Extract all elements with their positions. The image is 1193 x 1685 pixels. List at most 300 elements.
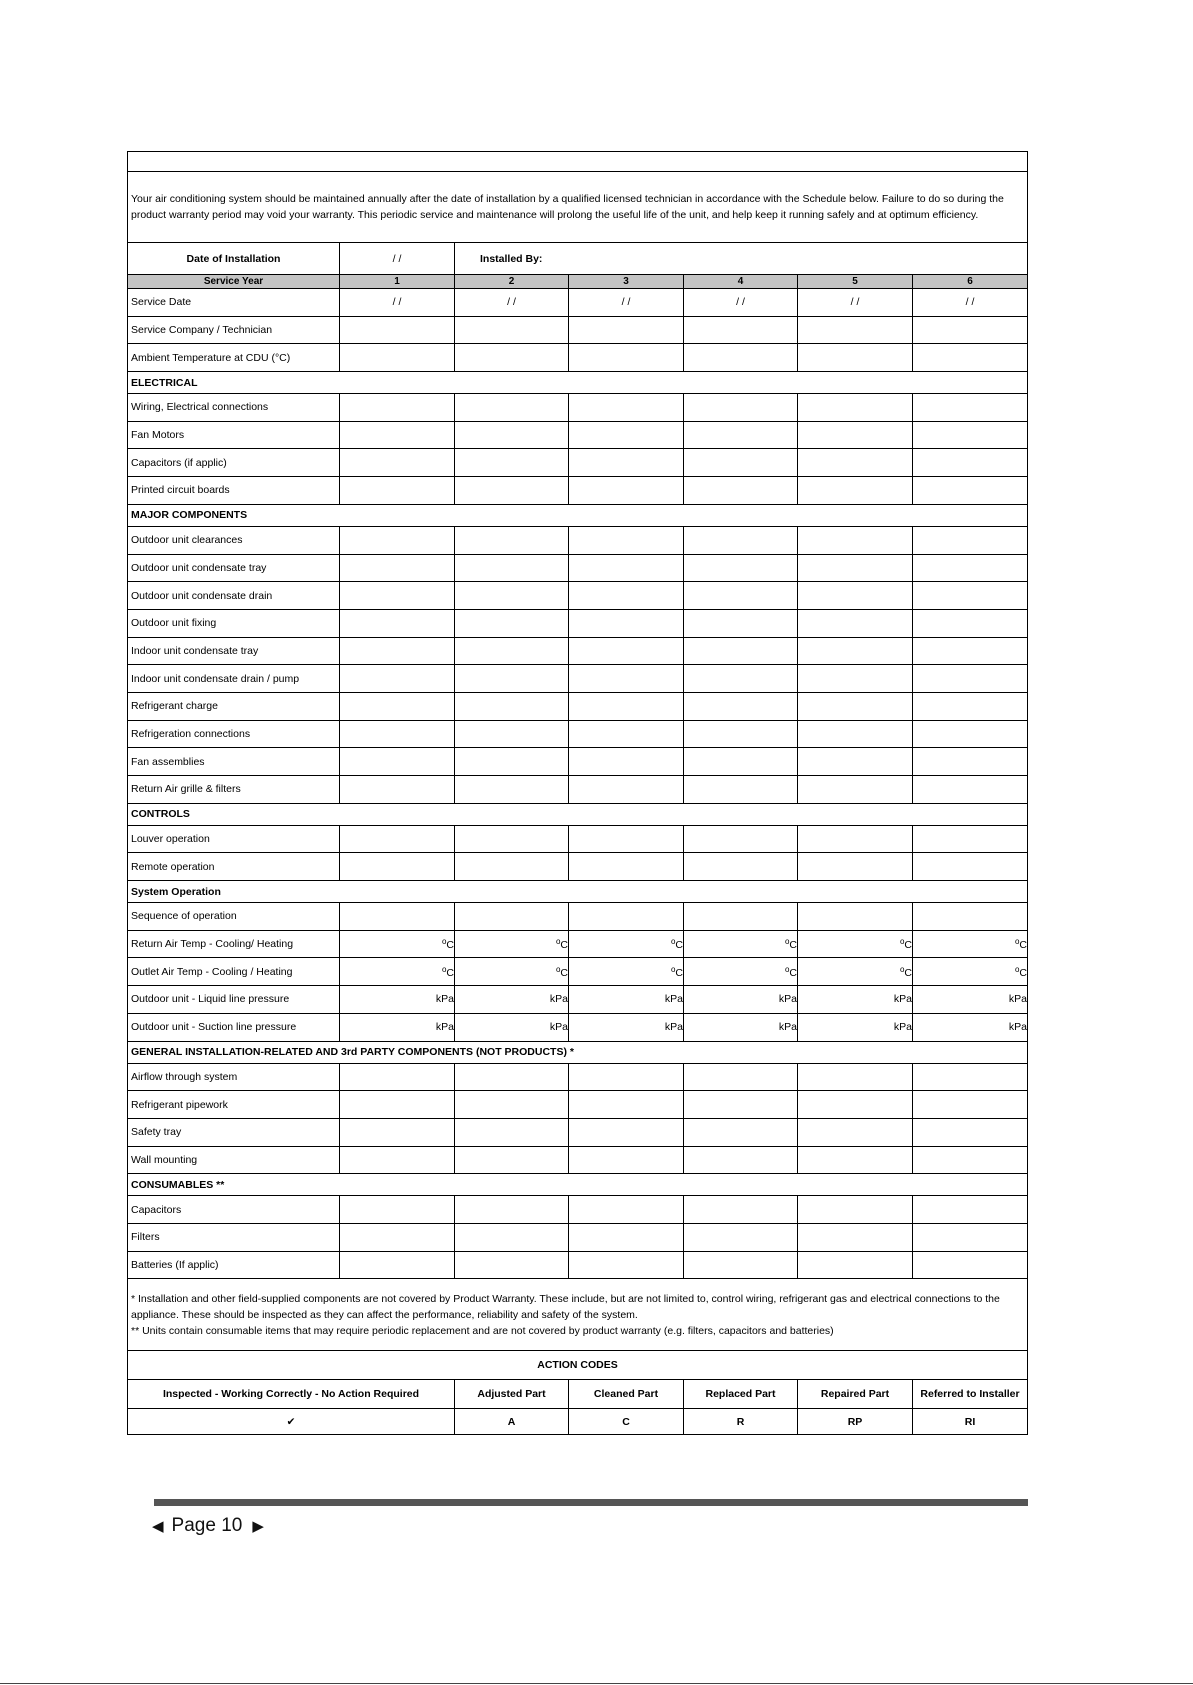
entry-cell-sequence-6[interactable] (913, 903, 1028, 931)
pager (152, 1514, 264, 1538)
section-heading-system-operation: System Operation (128, 881, 1028, 903)
entry-cell-return-air-grille-6[interactable] (913, 776, 1028, 804)
row-fan-motors (128, 421, 1028, 449)
entry-cell-capacitors-5[interactable] (798, 1196, 913, 1224)
entry-cell-wall-mounting-5[interactable] (798, 1146, 913, 1174)
row-batteries (128, 1251, 1028, 1279)
row-suction-pressure (128, 1013, 1028, 1041)
row-general (128, 1041, 1028, 1063)
row-refrigeration-connections (128, 720, 1028, 748)
entry-cell-return-air-temp-2[interactable] (455, 930, 569, 958)
row-controls (128, 803, 1028, 825)
service-year-3: 3 (569, 275, 684, 289)
degree-symbol: o (441, 964, 447, 974)
entry-cell-od-clearances-3[interactable] (569, 526, 684, 554)
row-od-condensate-tray (128, 554, 1028, 582)
entry-cell-outlet-air-temp-5[interactable] (798, 958, 913, 986)
celsius-unit: C (560, 939, 568, 952)
pressure-unit: kPa (778, 993, 797, 1006)
action-codes-header-row (128, 1380, 1028, 1409)
entry-cell-suction-pressure-4[interactable] (684, 1013, 798, 1041)
service-year-1: 1 (340, 275, 455, 289)
action-code-label-3: Cleaned Part (569, 1380, 684, 1409)
entry-cell-safety-tray-6[interactable] (913, 1118, 1028, 1146)
entry-cell-sequence-1[interactable] (340, 903, 455, 931)
entry-cell-filters-4[interactable] (684, 1223, 798, 1251)
celsius-unit: C (1019, 966, 1027, 979)
entry-cell-louver-3[interactable] (569, 825, 684, 853)
entry-cell-batteries-5[interactable] (798, 1251, 913, 1279)
entry-cell-id-condensate-tray-4[interactable] (684, 637, 798, 665)
entry-cell-refrigerant-charge-4[interactable] (684, 692, 798, 720)
pressure-unit: kPa (1008, 1021, 1027, 1034)
entry-cell-suction-pressure-6[interactable] (913, 1013, 1028, 1041)
entry-cell-ambient-temp-1[interactable] (340, 344, 455, 372)
row-label-safety-tray: Safety tray (128, 1118, 340, 1146)
entry-cell-id-condensate-tray-6[interactable] (913, 637, 1028, 665)
entry-cell-return-air-temp-3[interactable] (569, 930, 684, 958)
entry-cell-od-condensate-tray-4[interactable] (684, 554, 798, 582)
entry-cell-capacitors-1[interactable] (340, 1196, 455, 1224)
triangle-left-icon[interactable]: ◀ (152, 1518, 164, 1535)
entry-cell-safety-tray-3[interactable] (569, 1118, 684, 1146)
row-capacitors-applic (128, 449, 1028, 477)
entry-cell-refrigerant-charge-3[interactable] (569, 692, 684, 720)
entry-cell-pcb-6[interactable] (913, 477, 1028, 505)
row-id-condensate-tray (128, 637, 1028, 665)
action-codes-title: ACTION CODES (128, 1351, 1028, 1380)
row-id-condensate-drain (128, 665, 1028, 693)
entry-cell-id-condensate-drain-2[interactable] (455, 665, 569, 693)
page-number: Page 10 (171, 1515, 243, 1536)
entry-cell-pipework-3[interactable] (569, 1091, 684, 1119)
row-return-air-temp (128, 930, 1028, 958)
entry-cell-refrigeration-connections-1[interactable] (340, 720, 455, 748)
entry-cell-od-fixing-4[interactable] (684, 609, 798, 637)
entry-cell-louver-1[interactable] (340, 825, 455, 853)
entry-cell-remote-3[interactable] (569, 853, 684, 881)
entry-cell-filters-2[interactable] (455, 1223, 569, 1251)
entry-cell-sequence-3[interactable] (569, 903, 684, 931)
entry-cell-wall-mounting-3[interactable] (569, 1146, 684, 1174)
entry-cell-airflow-6[interactable] (913, 1063, 1028, 1091)
entry-cell-sequence-5[interactable] (798, 903, 913, 931)
entry-cell-remote-5[interactable] (798, 853, 913, 881)
entry-cell-od-condensate-tray-2[interactable] (455, 554, 569, 582)
entry-cell-return-air-grille-2[interactable] (455, 776, 569, 804)
entry-cell-refrigeration-connections-2[interactable] (455, 720, 569, 748)
entry-cell-capacitors-applic-4[interactable] (684, 449, 798, 477)
row-return-air-grille (128, 776, 1028, 804)
action-code-4: R (684, 1409, 798, 1435)
entry-cell-pipework-5[interactable] (798, 1091, 913, 1119)
degree-symbol: o (784, 937, 790, 947)
row-wall-mounting (128, 1146, 1028, 1174)
row-label-fan-assemblies: Fan assemblies (128, 748, 340, 776)
service-date-field-5[interactable]: / / (798, 289, 913, 317)
celsius-unit: C (904, 966, 912, 979)
row-consumables (128, 1174, 1028, 1196)
service-year-label: Service Year (128, 275, 340, 289)
entry-cell-service-company-3[interactable] (569, 316, 684, 344)
entry-cell-wiring-2[interactable] (455, 394, 569, 422)
action-code-label-6: Referred to Installer (913, 1380, 1028, 1409)
entry-cell-od-fixing-3[interactable] (569, 609, 684, 637)
entry-cell-liquid-pressure-3[interactable] (569, 986, 684, 1014)
entry-cell-batteries-2[interactable] (455, 1251, 569, 1279)
entry-cell-wiring-4[interactable] (684, 394, 798, 422)
entry-cell-od-clearances-1[interactable] (340, 526, 455, 554)
entry-cell-od-condensate-drain-1[interactable] (340, 582, 455, 610)
row-label-od-condensate-tray: Outdoor unit condensate tray (128, 554, 340, 582)
entry-cell-ambient-temp-6[interactable] (913, 344, 1028, 372)
entry-cell-remote-2[interactable] (455, 853, 569, 881)
installation-row (128, 243, 1028, 275)
row-label-pcb: Printed circuit boards (128, 477, 340, 505)
date-of-installation-label: Date of Installation (128, 243, 340, 275)
entry-cell-pipework-1[interactable] (340, 1091, 455, 1119)
entry-cell-airflow-1[interactable] (340, 1063, 455, 1091)
entry-cell-pcb-1[interactable] (340, 477, 455, 505)
entry-cell-ambient-temp-4[interactable] (684, 344, 798, 372)
entry-cell-od-clearances-6[interactable] (913, 526, 1028, 554)
service-year-4: 4 (684, 275, 798, 289)
row-label-sequence: Sequence of operation (128, 903, 340, 931)
entry-cell-pipework-6[interactable] (913, 1091, 1028, 1119)
entry-cell-capacitors-applic-6[interactable] (913, 449, 1028, 477)
entry-cell-wiring-5[interactable] (798, 394, 913, 422)
row-outlet-air-temp (128, 958, 1028, 986)
entry-cell-wiring-6[interactable] (913, 394, 1028, 422)
entry-cell-remote-6[interactable] (913, 853, 1028, 881)
row-label-id-condensate-tray: Indoor unit condensate tray (128, 637, 340, 665)
action-codes-value-row (128, 1409, 1028, 1435)
entry-cell-od-fixing-6[interactable] (913, 609, 1028, 637)
entry-cell-ambient-temp-5[interactable] (798, 344, 913, 372)
service-date-field-6[interactable]: / / (913, 289, 1028, 317)
celsius-unit: C (789, 966, 797, 979)
entry-cell-od-condensate-tray-5[interactable] (798, 554, 913, 582)
entry-cell-return-air-grille-5[interactable] (798, 776, 913, 804)
entry-cell-remote-4[interactable] (684, 853, 798, 881)
row-label-airflow: Airflow through system (128, 1063, 340, 1091)
entry-cell-od-condensate-drain-6[interactable] (913, 582, 1028, 610)
entry-cell-sequence-4[interactable] (684, 903, 798, 931)
date-of-installation-field[interactable]: / / (340, 243, 455, 275)
entry-cell-capacitors-applic-3[interactable] (569, 449, 684, 477)
entry-cell-service-company-1[interactable] (340, 316, 455, 344)
entry-cell-wiring-1[interactable] (340, 394, 455, 422)
entry-cell-suction-pressure-5[interactable] (798, 1013, 913, 1041)
degree-symbol: o (441, 937, 447, 947)
service-date-row (128, 289, 1028, 317)
entry-cell-outlet-air-temp-3[interactable] (569, 958, 684, 986)
celsius-unit: C (789, 939, 797, 952)
row-pcb (128, 477, 1028, 505)
entry-cell-suction-pressure-2[interactable] (455, 1013, 569, 1041)
row-label-refrigeration-connections: Refrigeration connections (128, 720, 340, 748)
entry-cell-service-company-5[interactable] (798, 316, 913, 344)
row-electrical (128, 372, 1028, 394)
row-pipework (128, 1091, 1028, 1119)
degree-symbol: o (1014, 964, 1020, 974)
pressure-unit: kPa (664, 993, 683, 1006)
entry-cell-pcb-4[interactable] (684, 477, 798, 505)
intro-row (128, 172, 1028, 243)
entry-cell-fan-motors-2[interactable] (455, 421, 569, 449)
entry-cell-return-air-temp-6[interactable] (913, 930, 1028, 958)
entry-cell-fan-assemblies-2[interactable] (455, 748, 569, 776)
entry-cell-od-condensate-drain-4[interactable] (684, 582, 798, 610)
entry-cell-filters-6[interactable] (913, 1223, 1028, 1251)
entry-cell-ambient-temp-2[interactable] (455, 344, 569, 372)
entry-cell-od-fixing-2[interactable] (455, 609, 569, 637)
entry-cell-refrigerant-charge-2[interactable] (455, 692, 569, 720)
degree-symbol: o (1014, 937, 1020, 947)
row-label-remote: Remote operation (128, 853, 340, 881)
entry-cell-id-condensate-drain-6[interactable] (913, 665, 1028, 693)
degree-symbol: o (670, 937, 676, 947)
entry-cell-return-air-temp-4[interactable] (684, 930, 798, 958)
entry-cell-od-condensate-drain-3[interactable] (569, 582, 684, 610)
entry-cell-pcb-5[interactable] (798, 477, 913, 505)
maintenance-schedule-sheet (127, 151, 1027, 1435)
entry-cell-liquid-pressure-1[interactable] (340, 986, 455, 1014)
entry-cell-fan-assemblies-1[interactable] (340, 748, 455, 776)
entry-cell-capacitors-applic-1[interactable] (340, 449, 455, 477)
service-year-5: 5 (798, 275, 913, 289)
row-od-fixing (128, 609, 1028, 637)
row-label-refrigerant-charge: Refrigerant charge (128, 692, 340, 720)
row-label-id-condensate-drain: Indoor unit condensate drain / pump (128, 665, 340, 693)
entry-cell-outlet-air-temp-1[interactable] (340, 958, 455, 986)
entry-cell-capacitors-4[interactable] (684, 1196, 798, 1224)
entry-cell-louver-4[interactable] (684, 825, 798, 853)
entry-cell-id-condensate-tray-3[interactable] (569, 637, 684, 665)
installed-by-field[interactable] (455, 243, 1028, 275)
entry-cell-pipework-4[interactable] (684, 1091, 798, 1119)
row-label-louver: Louver operation (128, 825, 340, 853)
footnotes-row (128, 1279, 1028, 1351)
footnotes (128, 1279, 1028, 1351)
action-code-6: RI (913, 1409, 1028, 1435)
row-label-return-air-grille: Return Air grille & filters (128, 776, 340, 804)
entry-cell-refrigeration-connections-4[interactable] (684, 720, 798, 748)
entry-cell-return-air-temp-5[interactable] (798, 930, 913, 958)
entry-cell-filters-5[interactable] (798, 1223, 913, 1251)
row-label-capacitors: Capacitors (128, 1196, 340, 1224)
row-label-return-air-temp: Return Air Temp - Cooling/ Heating (128, 930, 340, 958)
entry-cell-od-clearances-4[interactable] (684, 526, 798, 554)
footnote-1: * Installation and other field-supplied components are not covered by Product Warranty. These include, but are not limited to, control wiring, refrigerant gas and electrical connections to the appliance. These should be inspected as they can affect the performance, reliability and safety of the system. (131, 1292, 1000, 1321)
entry-cell-pcb-3[interactable] (569, 477, 684, 505)
entry-cell-airflow-3[interactable] (569, 1063, 684, 1091)
row-capacitors (128, 1196, 1028, 1224)
entry-cell-safety-tray-2[interactable] (455, 1118, 569, 1146)
entry-cell-wall-mounting-1[interactable] (340, 1146, 455, 1174)
entry-cell-fan-motors-3[interactable] (569, 421, 684, 449)
entry-cell-refrigerant-charge-5[interactable] (798, 692, 913, 720)
row-service-company (128, 316, 1028, 344)
entry-cell-batteries-4[interactable] (684, 1251, 798, 1279)
service-date-field-4[interactable]: / / (684, 289, 798, 317)
entry-cell-wall-mounting-6[interactable] (913, 1146, 1028, 1174)
entry-cell-wiring-3[interactable] (569, 394, 684, 422)
service-year-row (128, 275, 1028, 289)
entry-cell-fan-motors-5[interactable] (798, 421, 913, 449)
degree-symbol: o (899, 937, 905, 947)
entry-cell-od-condensate-drain-5[interactable] (798, 582, 913, 610)
row-od-clearances (128, 526, 1028, 554)
triangle-right-icon[interactable]: ▶ (252, 1518, 264, 1535)
entry-cell-airflow-2[interactable] (455, 1063, 569, 1091)
entry-cell-return-air-temp-1[interactable] (340, 930, 455, 958)
entry-cell-outlet-air-temp-2[interactable] (455, 958, 569, 986)
row-od-condensate-drain (128, 582, 1028, 610)
entry-cell-remote-1[interactable] (340, 853, 455, 881)
entry-cell-return-air-grille-1[interactable] (340, 776, 455, 804)
checkmark-icon: ✔ (128, 1409, 455, 1435)
entry-cell-od-clearances-5[interactable] (798, 526, 913, 554)
entry-cell-refrigeration-connections-3[interactable] (569, 720, 684, 748)
row-refrigerant-charge (128, 692, 1028, 720)
service-date-field-2[interactable]: / / (455, 289, 569, 317)
row-louver (128, 825, 1028, 853)
section-heading-general: GENERAL INSTALLATION-RELATED AND 3rd PARTY COMPONENTS (NOT PRODUCTS) * (128, 1041, 1028, 1063)
entry-cell-fan-motors-4[interactable] (684, 421, 798, 449)
entry-cell-service-company-4[interactable] (684, 316, 798, 344)
entry-cell-louver-5[interactable] (798, 825, 913, 853)
entry-cell-filters-3[interactable] (569, 1223, 684, 1251)
entry-cell-wall-mounting-4[interactable] (684, 1146, 798, 1174)
row-label-od-clearances: Outdoor unit clearances (128, 526, 340, 554)
entry-cell-refrigerant-charge-1[interactable] (340, 692, 455, 720)
entry-cell-capacitors-3[interactable] (569, 1196, 684, 1224)
entry-cell-od-condensate-drain-2[interactable] (455, 582, 569, 610)
entry-cell-ambient-temp-3[interactable] (569, 344, 684, 372)
entry-cell-refrigeration-connections-5[interactable] (798, 720, 913, 748)
celsius-unit: C (446, 939, 454, 952)
row-label-pipework: Refrigerant pipework (128, 1091, 340, 1119)
entry-cell-od-clearances-2[interactable] (455, 526, 569, 554)
installed-by-label: Installed By: (480, 252, 543, 265)
row-airflow (128, 1063, 1028, 1091)
entry-cell-od-fixing-5[interactable] (798, 609, 913, 637)
entry-cell-batteries-1[interactable] (340, 1251, 455, 1279)
entry-cell-fan-assemblies-4[interactable] (684, 748, 798, 776)
entry-cell-liquid-pressure-2[interactable] (455, 986, 569, 1014)
section-heading-major-components: MAJOR COMPONENTS (128, 504, 1028, 526)
entry-cell-safety-tray-5[interactable] (798, 1118, 913, 1146)
row-label-od-fixing: Outdoor unit fixing (128, 609, 340, 637)
entry-cell-batteries-3[interactable] (569, 1251, 684, 1279)
degree-symbol: o (899, 964, 905, 974)
section-heading-controls: CONTROLS (128, 803, 1028, 825)
entry-cell-id-condensate-tray-5[interactable] (798, 637, 913, 665)
entry-cell-fan-assemblies-3[interactable] (569, 748, 684, 776)
service-date-field-1[interactable]: / / (340, 289, 455, 317)
service-year-6: 6 (913, 275, 1028, 289)
entry-cell-return-air-grille-3[interactable] (569, 776, 684, 804)
entry-cell-airflow-5[interactable] (798, 1063, 913, 1091)
entry-cell-id-condensate-drain-1[interactable] (340, 665, 455, 693)
celsius-unit: C (560, 966, 568, 979)
entry-cell-outlet-air-temp-6[interactable] (913, 958, 1028, 986)
row-safety-tray (128, 1118, 1028, 1146)
entry-cell-capacitors-applic-5[interactable] (798, 449, 913, 477)
entry-cell-id-condensate-drain-4[interactable] (684, 665, 798, 693)
row-fan-assemblies (128, 748, 1028, 776)
entry-cell-pipework-2[interactable] (455, 1091, 569, 1119)
entry-cell-service-company-6[interactable] (913, 316, 1028, 344)
entry-cell-pcb-2[interactable] (455, 477, 569, 505)
pressure-unit: kPa (435, 993, 454, 1006)
row-label-service-company: Service Company / Technician (128, 316, 340, 344)
entry-cell-od-condensate-tray-6[interactable] (913, 554, 1028, 582)
entry-cell-capacitors-2[interactable] (455, 1196, 569, 1224)
entry-cell-liquid-pressure-6[interactable] (913, 986, 1028, 1014)
entry-cell-safety-tray-4[interactable] (684, 1118, 798, 1146)
entry-cell-od-fixing-1[interactable] (340, 609, 455, 637)
entry-cell-fan-assemblies-6[interactable] (913, 748, 1028, 776)
entry-cell-outlet-air-temp-4[interactable] (684, 958, 798, 986)
degree-symbol: o (555, 937, 561, 947)
entry-cell-service-company-2[interactable] (455, 316, 569, 344)
action-code-5: RP (798, 1409, 913, 1435)
service-date-field-3[interactable]: / / (569, 289, 684, 317)
entry-cell-airflow-4[interactable] (684, 1063, 798, 1091)
entry-cell-wall-mounting-2[interactable] (455, 1146, 569, 1174)
action-code-3: C (569, 1409, 684, 1435)
entry-cell-return-air-grille-4[interactable] (684, 776, 798, 804)
entry-cell-od-condensate-tray-3[interactable] (569, 554, 684, 582)
entry-cell-louver-6[interactable] (913, 825, 1028, 853)
row-system-operation (128, 881, 1028, 903)
row-sequence (128, 903, 1028, 931)
entry-cell-liquid-pressure-5[interactable] (798, 986, 913, 1014)
entry-cell-id-condensate-drain-5[interactable] (798, 665, 913, 693)
entry-cell-fan-assemblies-5[interactable] (798, 748, 913, 776)
entry-cell-id-condensate-drain-3[interactable] (569, 665, 684, 693)
row-label-wiring: Wiring, Electrical connections (128, 394, 340, 422)
action-code-label-4: Replaced Part (684, 1380, 798, 1409)
row-liquid-pressure (128, 986, 1028, 1014)
entry-cell-suction-pressure-3[interactable] (569, 1013, 684, 1041)
entry-cell-id-condensate-tray-2[interactable] (455, 637, 569, 665)
maintenance-table (127, 151, 1028, 1435)
entry-cell-refrigeration-connections-6[interactable] (913, 720, 1028, 748)
entry-cell-filters-1[interactable] (340, 1223, 455, 1251)
entry-cell-refrigerant-charge-6[interactable] (913, 692, 1028, 720)
entry-cell-od-condensate-tray-1[interactable] (340, 554, 455, 582)
pressure-unit: kPa (1008, 993, 1027, 1006)
entry-cell-capacitors-6[interactable] (913, 1196, 1028, 1224)
row-ambient-temp (128, 344, 1028, 372)
entry-cell-batteries-6[interactable] (913, 1251, 1028, 1279)
entry-cell-louver-2[interactable] (455, 825, 569, 853)
pressure-unit: kPa (893, 1021, 912, 1034)
entry-cell-safety-tray-1[interactable] (340, 1118, 455, 1146)
entry-cell-liquid-pressure-4[interactable] (684, 986, 798, 1014)
entry-cell-id-condensate-tray-1[interactable] (340, 637, 455, 665)
entry-cell-sequence-2[interactable] (455, 903, 569, 931)
maintenance-table-body (128, 152, 1028, 1435)
entry-cell-fan-motors-1[interactable] (340, 421, 455, 449)
entry-cell-suction-pressure-1[interactable] (340, 1013, 455, 1041)
entry-cell-capacitors-applic-2[interactable] (455, 449, 569, 477)
entry-cell-fan-motors-6[interactable] (913, 421, 1028, 449)
row-label-od-condensate-drain: Outdoor unit condensate drain (128, 582, 340, 610)
